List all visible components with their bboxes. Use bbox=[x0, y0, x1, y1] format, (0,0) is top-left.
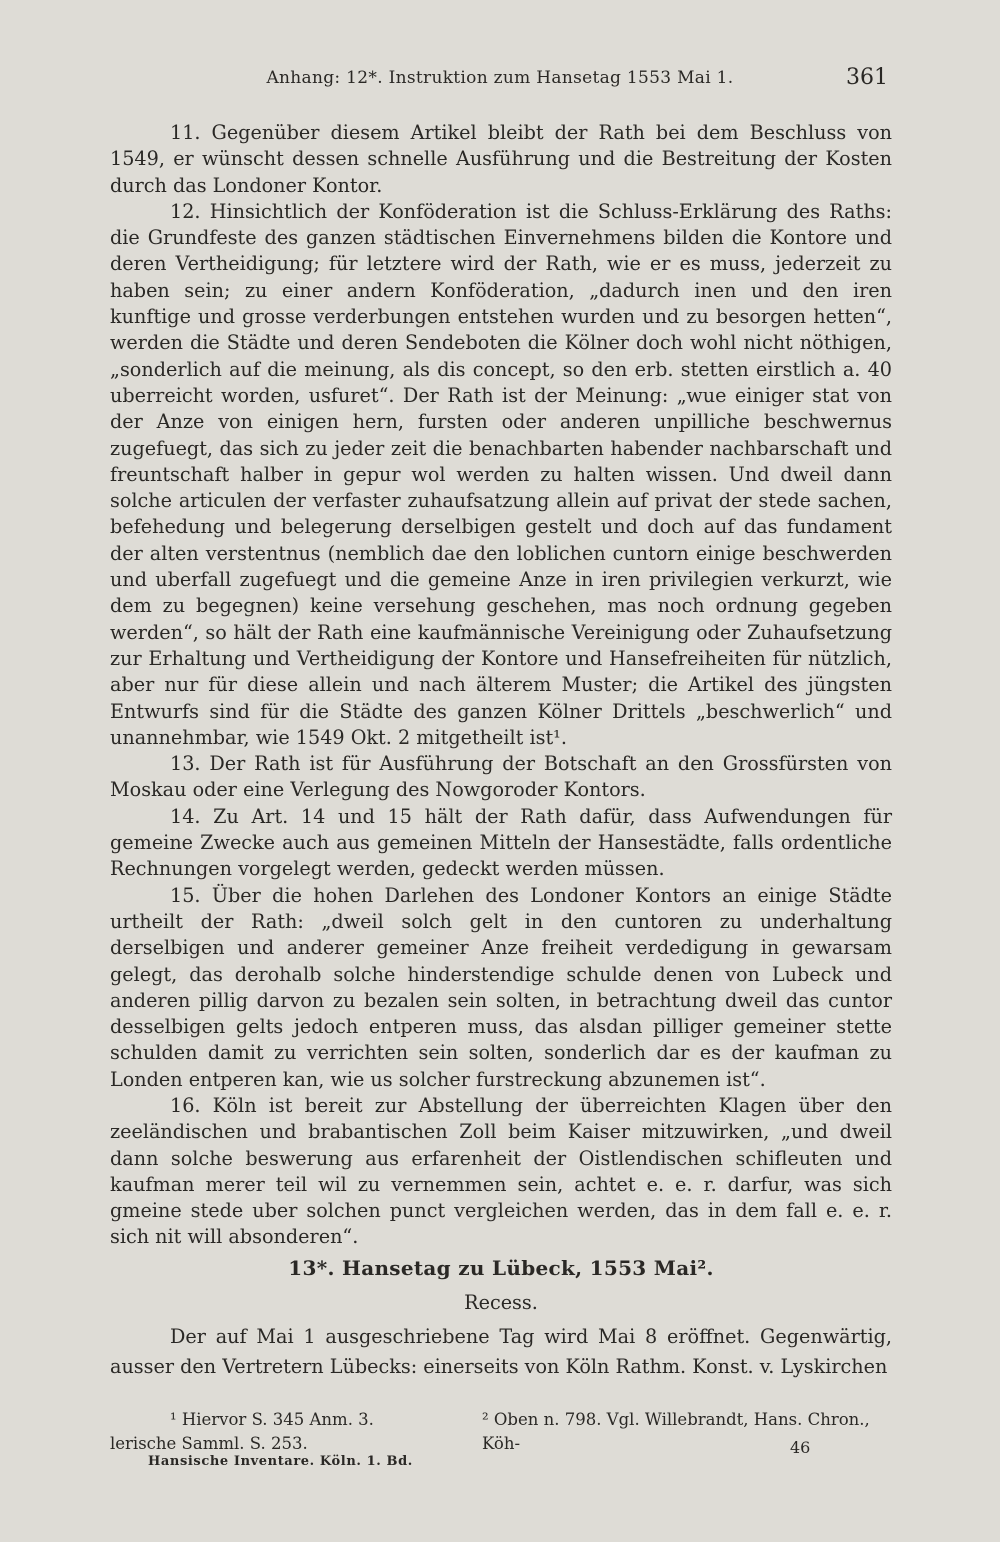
footnote-2-continuation: lerische Samml. S. 253. bbox=[110, 1434, 308, 1453]
paragraph-12: 12. Hinsichtlich der Konföderation ist die Schluss-Erklärung des Raths: die Grundfeste des ganzen städtischen Einvernehmens bilden die Kontore und deren Vertheidigung; für letztere wird der Rath, wie er es muss, jederzeit zu haben sein; zu einer andern Konföderation, „dadurch inen und den iren kunftige und grosse verderbungen entstehen wurden und zu besorgen hetten“, werden die Städte und deren Sendeboten die Kölner doch wohl nicht nöthigen, „sonderlich auf die meinung, als dis concept, so den erb. stetten eirstlich a. 40 uberreicht worden, usfuret“. Der Rath ist der Meinung: „wue einiger stat von der Anze von einigen hern, fursten oder anderen unpilliche beschwernus zugefuegt, das sich zu jeder zeit die benachbarten habender nachbarschaft und freuntschaft halber in gepur wol werden zu halten wissen. Und dweil dann solche articulen der verfaster zuhaufsatzung allein auf privat der stede sachen, befehedung und belegerung derselbigen gestelt und doch auf das fundament der alten verstentnus (nemblich dae den loblichen cuntorn einige beschwerden und uberfall zugefuegt und die gemeine Anze in iren privilegien verkurzt, wie dem zu begegnen) keine versehung geschehen, mas noch ordnung gegeben werden“, so hält der Rath eine kaufmännische Vereinigung oder Zuhaufsetzung zur Erhaltung und Vertheidigung der Kontore und Hansefreiheiten für nützlich, aber nur für diese allein und nach älterem Muster; die Artikel des jüngsten Entwurfs sind für die Städte des ganzen Kölner Drittels „beschwerlich“ und unannehmbar, wie 1549 Okt. 2 mitgetheilt ist¹. bbox=[110, 199, 892, 749]
sheet-signature: 46 bbox=[790, 1438, 811, 1457]
page-header bbox=[110, 65, 890, 104]
running-head: Anhang: 12*. Instruktion zum Hansetag 1553 Mai 1. bbox=[266, 68, 734, 88]
body-text bbox=[110, 120, 892, 1251]
footnote-2: ² Oben n. 798. Vgl. Willebrandt, Hans. Chron., Köh- bbox=[482, 1410, 870, 1453]
footnote-1: ¹ Hiervor S. 345 Anm. 3. bbox=[170, 1410, 374, 1429]
paragraph-13: 13. Der Rath ist für Ausführung der Botschaft an den Grossfürsten von Moskau oder eine Verlegung des Nowgoroder Kontors. bbox=[110, 752, 892, 802]
paragraph-16: 16. Köln ist bereit zur Abstellung der überreichten Klagen über den zeeländischen und brabantischen Zoll beim Kaiser mitzuwirken, „und dweil dann solche beswerung aus erfarenheit der Oistlendischen schifleuten und kaufman merer teil wil zu vernemmen sein, achtet e. e. r. darfur, was sich gmeine stede uber solchen punct vergleichen werden, das in dem fall e. e. r. sich nit will absonderen“. bbox=[110, 1093, 892, 1249]
paragraph-11: 11. Gegenüber diesem Artikel bleibt der Rath bei dem Beschluss von 1549, er wünscht dessen schnelle Ausführung und die Bestreitung der Kosten durch das Londoner Kontor. bbox=[110, 121, 892, 197]
section-title: 13*. Hansetag zu Lübeck, 1553 Mai². bbox=[288, 1256, 714, 1280]
paragraph-14: 14. Zu Art. 14 und 15 hält der Rath dafür, dass Aufwendungen für gemeine Zwecke auch aus gemeinen Mitteln der Hansestädte, falls ordentliche Rechnungen vorgelegt werden, gedeckt werden müssen. bbox=[110, 804, 892, 881]
section-heading bbox=[110, 1253, 892, 1317]
paragraph-15: 15. Über die hohen Darlehen des Londoner Kontors an einige Städte urtheilt der Rath: „dweil solch gelt in den cuntoren zu underhaltung derselbigen und anderer gemeiner Anze freiheit verdedigung in gewarsam gelegt, das derohalb solche hinderstendige schulde denen von Lubeck und anderen pillig darvon zu bezalen sein solten, in betrachtung dweil das cuntor desselbigen gelts jedoch entperen muss, das alsdan pilliger gemeiner stette schulden damit zu verrichten sein solten, sonderlich dar es der kaufman zu Londen entperen kan, wie us solcher furstreckung abzunemen ist“. bbox=[110, 883, 892, 1091]
recess-text: Der auf Mai 1 ausgeschriebene Tag wird Mai 8 eröffnet. Gegenwärtig, ausser den Vertretern Lübecks: einerseits von Köln Rathm. Konst. v. Lyskirchen bbox=[110, 1325, 892, 1378]
page-number: 361 bbox=[846, 65, 888, 90]
imprint-line: Hansische Inventare. Köln. 1. Bd. bbox=[148, 1454, 413, 1469]
section-subtitle: Recess. bbox=[464, 1291, 538, 1314]
